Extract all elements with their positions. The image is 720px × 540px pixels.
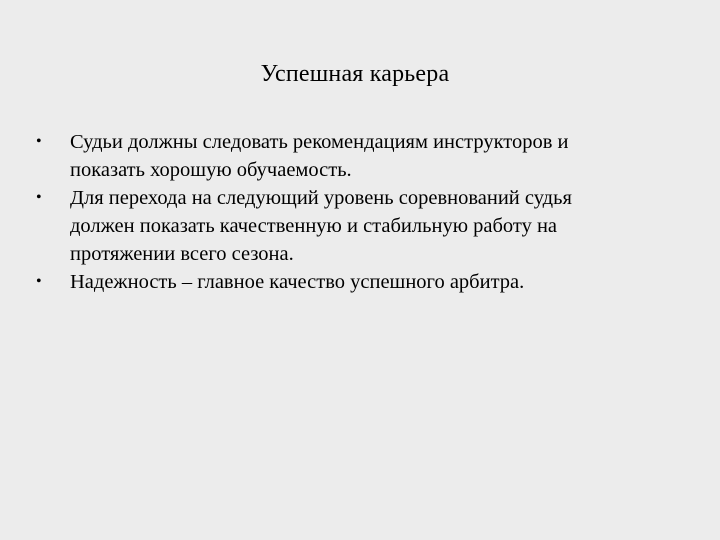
bullet-text-line: Судьи должны следовать рекомендациям инструкторов и	[70, 131, 569, 153]
list-item	[36, 268, 676, 296]
bullet-text-line: показать хорошую обучаемость.	[70, 159, 352, 181]
bullet-icon: •	[36, 133, 42, 150]
bullet-text-line: должен показать качественную и стабильную работу на	[70, 215, 558, 237]
bullet-text-line: Для перехода на следующий уровень соревнований судья	[70, 187, 572, 209]
list-item	[36, 184, 676, 268]
bullet-text-line: Надежность – главное качество успешного арбитра.	[70, 271, 525, 293]
bullet-list	[36, 128, 676, 296]
bullet-icon: •	[36, 273, 42, 290]
bullet-icon: •	[36, 189, 42, 206]
bullet-text-line: протяжении всего сезона.	[70, 243, 294, 265]
list-item	[36, 128, 676, 184]
slide-title: Успешная карьера	[260, 61, 450, 87]
